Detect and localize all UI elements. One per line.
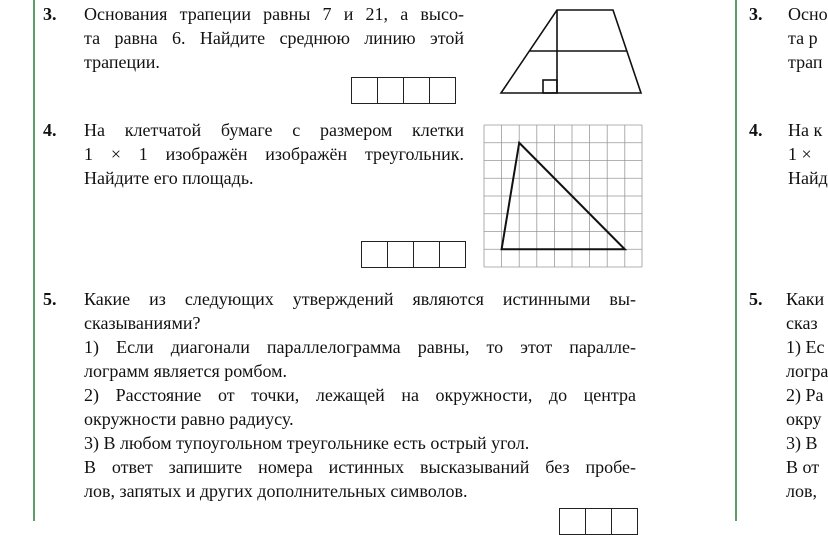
problem-3-line-1: Основания трапеции равны 7 и 21, а высо- [84,4,464,24]
right-problem-3-number: 3. [749,4,763,24]
right-p5-line-6: окру [786,409,822,429]
problem-3-number: 3. [43,4,57,24]
answer-cell[interactable] [559,508,586,535]
right-p5-line-5: 2) Ра [786,385,824,405]
answer-cell[interactable] [387,241,414,268]
answer-cell[interactable] [439,241,466,268]
problem-4-line-2: 1 × 1 изображён изображён треугольник. [84,144,464,164]
answer-cell[interactable] [361,241,388,268]
problem-4-number: 4. [43,120,57,140]
page-border-left [33,0,35,521]
right-p5-line-7: 3) В [786,433,818,453]
answer-cell[interactable] [403,77,430,104]
right-p5-line-3: 1) Ес [786,337,825,357]
answer-cell[interactable] [429,77,456,104]
problem-5-line-7: 3) В любом тупоугольном треугольнике есть острый угол. [84,433,530,453]
right-p4-line-2: 1 × [788,144,812,164]
problem-3-answer-boxes[interactable] [351,77,455,104]
right-p4-line-1: На к [788,120,823,140]
problem-5-line-3: 1) Если диагонали параллелограмма равны, то этот паралле- [84,337,636,357]
problem-4-line-3: Найдите его площадь. [84,168,254,188]
answer-cell[interactable] [413,241,440,268]
grid-lines [484,125,642,267]
problem-5-answer-boxes[interactable] [559,508,637,535]
problem-5-text [84,287,636,503]
problem-3-text [84,2,464,74]
right-column-clipped [737,0,828,521]
problem-4-text [84,118,464,190]
right-p3-line-3: трап [788,52,823,72]
right-p5-line-8: В от [786,457,820,477]
right-problem-4-number: 4. [749,120,763,140]
right-problem-4-text [788,118,828,190]
right-p5-line-4: логра [786,361,828,381]
answer-cell[interactable] [351,77,378,104]
trapezoid-figure [498,6,644,96]
problem-5-line-1: Какие из следующих утверждений являются истинными вы- [84,289,636,309]
problem-4-line-1: На клетчатой бумаге с размером клетки [84,120,464,140]
problem-5-line-4: лограмм является ромбом. [84,361,288,381]
right-problem-5-number: 5. [749,289,763,309]
right-p5-line-2: сказ [786,313,818,333]
problem-5-number: 5. [43,289,57,309]
problem-5-line-9: лов, запятых и других дополнительных символов. [84,481,468,501]
answer-cell[interactable] [585,508,612,535]
problem-3-line-3: трапеции. [84,52,160,72]
right-p3-line-1: Осно [788,4,828,24]
right-problem-3-text [788,2,828,74]
right-problem-5-text [786,287,828,503]
right-p4-line-3: Найд [788,168,828,188]
problem-5-line-5: 2) Расстояние от точки, лежащей на окружности, до центра [84,385,636,405]
right-angle-mark [543,80,557,93]
grid-triangle-figure [483,124,643,270]
problem-5-line-8: В ответ запишите номера истинных высказываний без пробе- [84,457,636,477]
problem-5-line-2: сказываниями? [84,313,201,333]
answer-cell[interactable] [611,508,638,535]
problem-5-line-6: окружности равно радиусу. [84,409,294,429]
problem-3-line-2: та равна 6. Найдите среднюю линию этой [84,28,464,48]
problem-4-answer-boxes[interactable] [361,241,465,268]
right-p5-line-1: Каки [786,289,825,309]
right-p3-line-2: та р [788,28,818,48]
right-p5-line-9: лов, [786,481,817,501]
answer-cell[interactable] [377,77,404,104]
